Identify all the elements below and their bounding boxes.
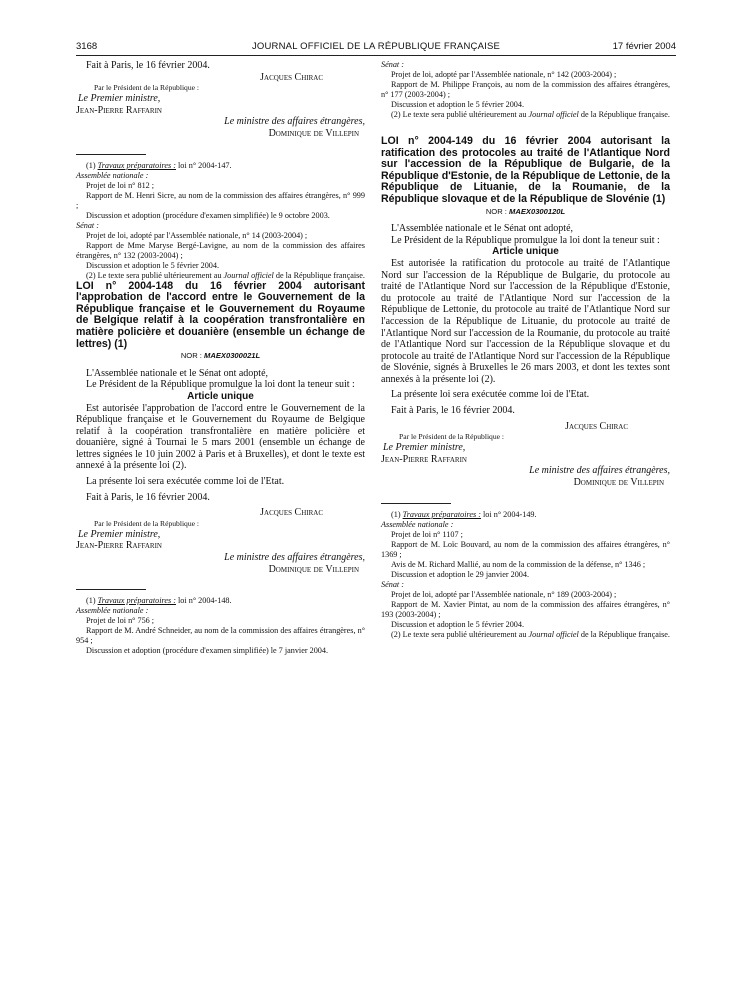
ministre-label: Le ministre des affaires étrangères, [529,465,670,477]
footnote-text: (2) Le texte sera publié ultérieurement au [391,110,529,119]
body-paragraph: L'Assemblée nationale et le Sénat ont adopté, [86,367,269,379]
loi-title: LOI n° 2004-148 du 16 février 2004 autorisant l'approbation de l'accord entre le Gouvernement de la République française et le Gouvernement du Royaume de Belgique relatif à la coopération transfrontalière en matière policière et douanière (ensemble un échange de lettres) (1) [76,279,365,350]
footnote-line: Projet de loi n° 812 ; [86,180,155,190]
footnote-line: Projet de loi, adopté par l'Assemblée nationale, n° 142 (2003-2004) ; [391,70,617,79]
footnote-line: Rapport de M. André Schneider, au nom de la commission des affaires étrangères, n° 954 ; [76,626,365,646]
page-header [76,41,676,55]
ministre-name: Dominique de Villepin [573,477,664,489]
footnote-text: de la République française. [578,110,670,119]
body-paragraph: La présente loi sera exécutée comme loi de l'Etat. [391,389,590,401]
footnotes-2004-147 [76,161,365,281]
par-le-president: Par le Président de la République : [94,83,200,93]
footnote-line: Discussion et adoption le 5 février 2004. [86,260,220,270]
footnote-line: Rapport de Mme Maryse Bergé-Lavigne, au nom de la commission des affaires étrangères, n° 132 (2003-2004) ; [76,240,365,260]
body-paragraph: L'Assemblée nationale et le Sénat ont adopté, [391,223,574,235]
travaux-link[interactable]: Travaux préparatoires : [97,160,176,170]
page-number: 3168 [76,41,98,52]
footnote-heading: Sénat : [381,60,404,69]
footnote-text: (2) Le texte sera publié ultérieurement au [86,270,224,280]
signer-name: Jacques Chirac [260,507,323,519]
footnote-number: (1) [86,596,96,606]
footnote-line: Rapport de M. Xavier Pintat, au nom de la commission des affaires étrangères, n° 193 (2003-2004) ; [381,599,670,619]
journal-officiel-ref: Journal officiel [223,270,274,280]
nor-code: MAEX0300021L [204,351,261,361]
loi-title: LOI n° 2004-149 du 16 février 2004 autorisant la ratification des protocoles au traité de l'Atlantique Nord sur l'accession de la République de Bulgarie, de la République d'Estonie, de la République de Lettonie, de la République de Lituanie, de la Roumanie, de la République slovaque et de la République de Slovénie (1) [381,135,670,205]
journal-title: JOURNAL OFFICIEL DE LA RÉPUBLIQUE FRANÇAISE [251,41,501,52]
footnote-rule [76,589,146,590]
right-column [381,60,670,640]
footnote-heading: Assemblée nationale : [381,519,454,529]
footnote-line: Rapport de M. Henri Sicre, au nom de la commission des affaires étrangères, n° 999 ; [76,190,365,210]
footnote-text: loi n° 2004-149. [480,509,537,519]
header-date: 17 février 2004 [612,41,676,52]
journal-officiel-ref: Journal officiel [528,110,579,119]
par-le-president: Par le Président de la République : [94,518,200,528]
footnote-line: Rapport de M. Philippe François, au nom de la commission des affaires étrangères, n° 177 (2003-2004) ; [381,80,670,99]
article-heading: Article unique [492,246,559,258]
premier-ministre-name: Jean-Pierre Raffarin [76,540,162,552]
footnote-line: Discussion et adoption le 5 février 2004. [391,100,525,109]
footnote-rule [76,154,146,155]
par-le-president: Par le Président de la République : [399,432,505,442]
body-paragraph: Le Président de la République promulgue la loi dont la teneur suit : [86,379,355,391]
footnote-heading: Sénat : [76,220,99,230]
nor-reference [76,350,365,362]
footnotes-2004-149 [381,510,670,640]
footnote-heading: Assemblée nationale : [76,606,149,616]
signer-name: Jacques Chirac [260,71,323,83]
article-text: Est autorisée la ratification du protocole au traité de l'Atlantique Nord sur l'accession de la République de Bulgarie, du protocole au traité de l'Atlantique Nord sur l'accession de la République d'Estonie, du protocole au traité de l'Atlantique Nord sur l'accession de la République de Lettonie, du protocole au traité de l'Atlantique Nord sur l'accession de la République de Lituanie, du protocole au traité de l'Atlantique Nord sur l'accession de la Roumanie, du protocole au traité de l'Atlantique Nord sur l'accession de la République slovaque et du protocole au traité de l'Atlantique Nord sur l'accession de la République de Slovénie, signés à Bruxelles le 26 mars 2003, et dont les textes sont annexés à la présente loi (2). [381,257,670,385]
article-heading: Article unique [187,390,254,402]
footnotes-2004-148 [76,596,365,656]
footnotes-continued [381,60,670,120]
travaux-link[interactable]: Travaux préparatoires : [97,596,176,606]
premier-ministre-label: Le Premier ministre, [78,93,161,105]
nor-reference [381,206,670,218]
fait-line: Fait à Paris, le 16 février 2004. [86,60,210,71]
footnote-text: loi n° 2004-148. [175,596,232,606]
fait-line: Fait à Paris, le 16 février 2004. [391,405,515,417]
left-column [76,60,365,656]
nor-code: MAEX0300120L [509,206,566,216]
footnote-line: Projet de loi n° 756 ; [86,616,155,626]
footnote-number: (1) [86,160,96,170]
footnote-line: Discussion et adoption (procédure d'examen simplifiée) le 7 janvier 2004. [86,646,329,656]
fait-line: Fait à Paris, le 16 février 2004. [86,491,210,503]
footnote-text: de la République française. [273,270,365,280]
footnote-text: loi n° 2004-147. [175,160,232,170]
footnote-line: Projet de loi, adopté par l'Assemblée nationale, n° 14 (2003-2004) ; [86,230,308,240]
footnote-heading: Sénat : [381,579,404,589]
footnote-line: Projet de loi n° 1107 ; [391,529,463,539]
premier-ministre-name: Jean-Pierre Raffarin [76,104,162,116]
journal-officiel-ref: Journal officiel [528,629,579,639]
nor-label: NOR : [180,351,205,361]
footnote-line: Discussion et adoption le 5 février 2004. [391,619,525,629]
footnote-line: Avis de M. Richard Mallié, au nom de la commission de la défense, n° 1346 ; [391,559,646,569]
premier-ministre-name: Jean-Pierre Raffarin [381,453,467,465]
footnote-line: Discussion et adoption le 29 janvier 2004. [391,569,530,579]
body-paragraph: La présente loi sera exécutée comme loi de l'Etat. [86,476,285,488]
ministre-name: Dominique de Villepin [268,127,359,139]
ministre-label: Le ministre des affaires étrangères, [224,552,365,564]
footnote-text: (2) Le texte sera publié ultérieurement au [391,629,529,639]
footnote-number: (1) [391,509,401,519]
signer-name: Jacques Chirac [565,420,628,432]
ministre-label: Le ministre des affaires étrangères, [224,116,365,128]
premier-ministre-label: Le Premier ministre, [383,442,466,454]
footnote-line: Discussion et adoption (procédure d'examen simplifiée) le 9 octobre 2003. [86,210,330,220]
article-text: Est autorisée l'approbation de l'accord entre le Gouvernement de la République française et le Gouvernement du Royaume de Belgique relatif à la coopération transfrontalière en matière policière et douanière, signé à Tournai le 5 mars 2001 (ensemble un échange de lettres signées le 10 juin 2002 à Paris et à Bruxelles), et dont le texte est annexé à la présente loi (2). [76,402,365,472]
body-paragraph: Le Président de la République promulgue la loi dont la teneur suit : [391,234,660,246]
premier-ministre-label: Le Premier ministre, [78,528,161,540]
footnote-line: Rapport de M. Loïc Bouvard, au nom de la commission des affaires étrangères, n° 1369 ; [381,539,670,559]
footnote-rule [381,503,451,504]
footnote-heading: Assemblée nationale : [76,170,149,180]
footnote-line: Projet de loi, adopté par l'Assemblée nationale, n° 189 (2003-2004) ; [391,589,617,599]
footnote-text: de la République française. [578,629,670,639]
ministre-name: Dominique de Villepin [268,563,359,575]
travaux-link[interactable]: Travaux préparatoires : [402,509,481,519]
header-rule [76,55,676,56]
nor-label: NOR : [485,206,510,216]
